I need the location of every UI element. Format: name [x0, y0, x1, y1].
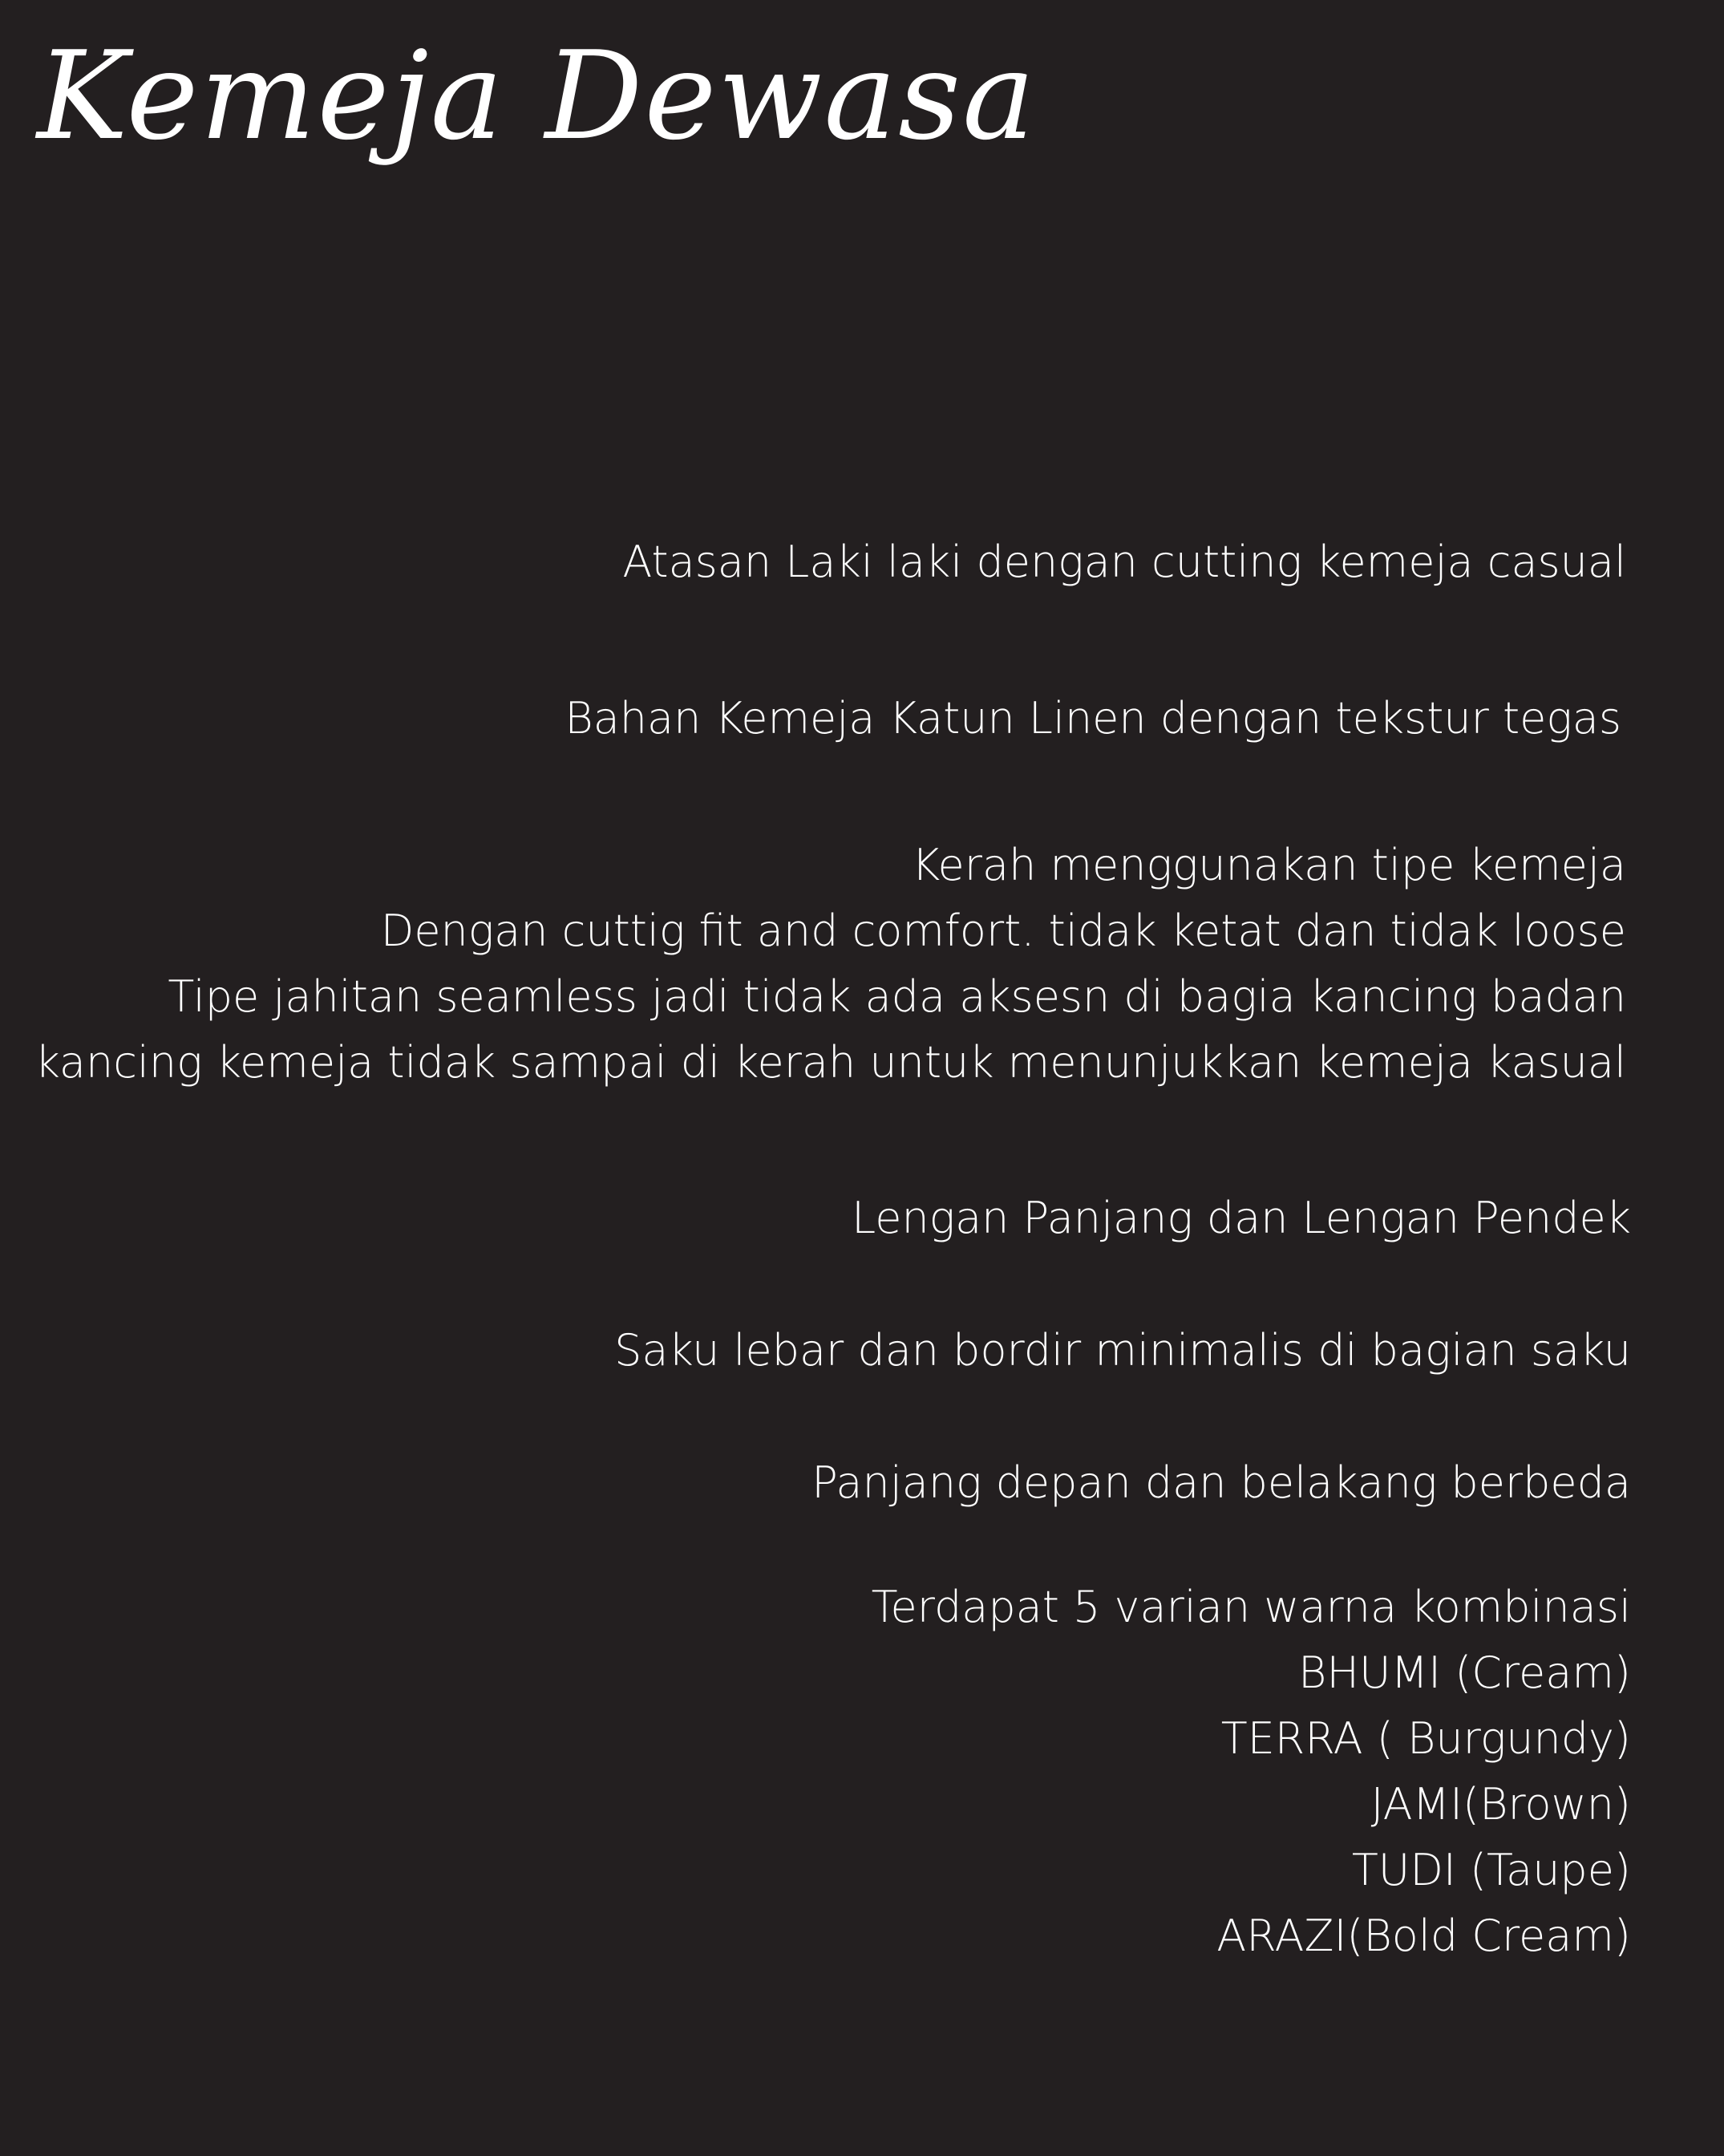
- sleeves-text: Lengan Panjang dan Lengan Pendek: [852, 1193, 1631, 1243]
- variants-section: [872, 1574, 1631, 1969]
- detail-line-collar: Kerah menggunakan tipe kemeja: [911, 840, 1626, 890]
- variant-item: JAMI(Brown): [1370, 1779, 1631, 1830]
- details-list: [35, 833, 1626, 1096]
- page-title: Kemeja Dewasa: [37, 25, 1037, 167]
- variants-heading: Terdapat 5 varian warna kombinasi: [871, 1582, 1631, 1632]
- material-text: Bahan Kemeja Katun Linen dengan tekstur tegas: [565, 693, 1621, 744]
- detail-line-buttons: kancing kemeja tidak sampai di kerah untuk menunjukkan kemeja kasual: [34, 1037, 1626, 1088]
- detail-line-stitching: Tipe jahitan seamless jadi tidak ada aksesn di bagia kancing badan: [168, 971, 1626, 1022]
- variant-item: ARAZI(Bold Cream): [1216, 1911, 1631, 1961]
- detail-line-cutting: Dengan cuttig fit and comfort. tidak ketat dan tidak loose: [380, 906, 1626, 956]
- length-text: Panjang depan dan belakang berbeda: [811, 1457, 1631, 1508]
- variant-item: TERRA ( Burgundy): [1220, 1713, 1631, 1764]
- intro-text: Atasan Laki laki dengan cutting kemeja casual: [622, 537, 1626, 587]
- variant-item: BHUMI (Cream): [1298, 1647, 1631, 1698]
- pocket-text: Saku lebar dan bordir minimalis di bagian saku: [614, 1325, 1631, 1376]
- variant-item: TUDI (Taupe): [1351, 1845, 1631, 1895]
